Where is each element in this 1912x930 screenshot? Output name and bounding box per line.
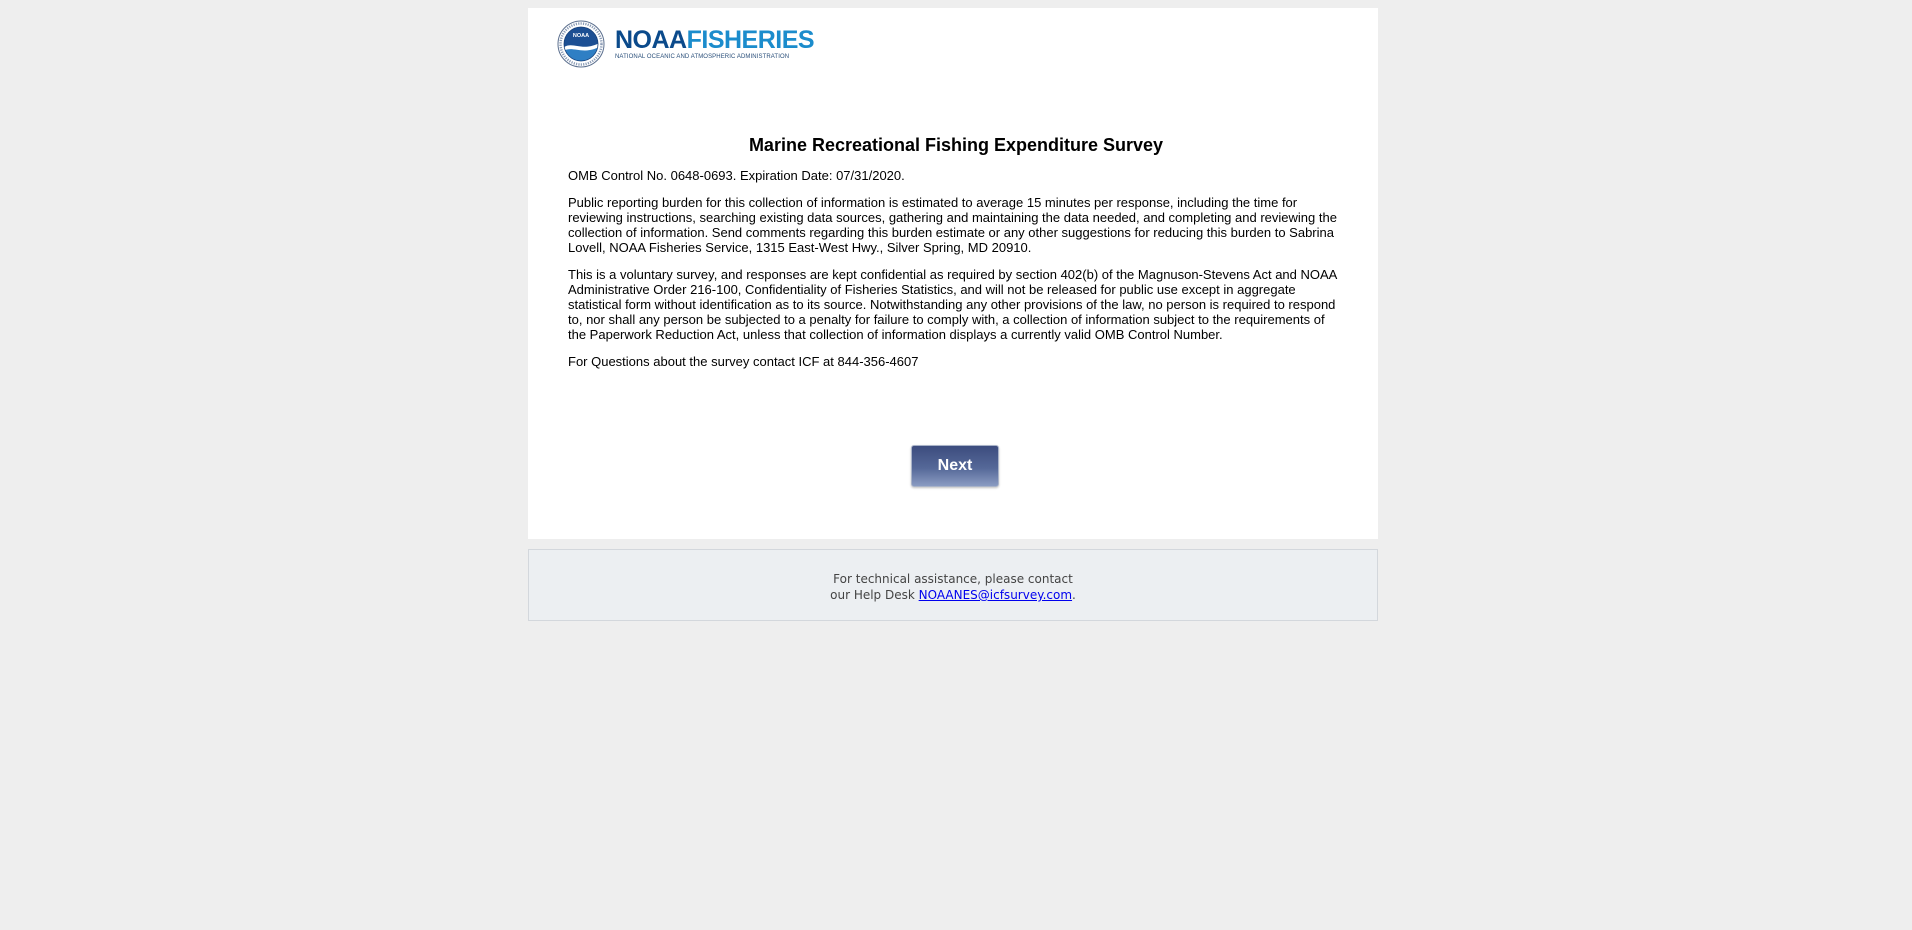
logo-fisheries-text: FISHERIES — [686, 26, 815, 54]
main-content — [528, 134, 1378, 369]
footer-helpdesk-prefix: our Help Desk — [830, 588, 919, 602]
confidentiality-paragraph: This is a voluntary survey, and responses are kept confidential as required by section 402(b) of the Magnuson-Stevens Act and NOAA Administrative Order 216-100, Confidentiality of Fisheries Statistics, and will not be released for public use except in aggregate statistical form without identification as to its source. Notwithstanding any other provisions of the law, no person is required to respond to, nor shall any person be subjected to a penalty for failure to comply with, a collection of information subject to the requirements of the Paperwork Reduction Act, unless that collection of information displays a currently valid OMB Control Number. — [568, 267, 1337, 342]
navigation-area — [528, 381, 1378, 539]
next-button[interactable]: Next — [911, 445, 999, 487]
emblem-label: NOAA — [572, 33, 590, 39]
survey-page — [528, 8, 1378, 539]
footer-helpdesk-suffix: . — [1072, 588, 1076, 602]
page-title: Marine Recreational Fishing Expenditure Survey — [748, 135, 1164, 155]
footer — [528, 549, 1378, 621]
logo-subtitle: NATIONAL OCEANIC AND ATMOSPHERIC ADMINISTRATION — [615, 54, 790, 60]
footer-assistance-text: For technical assistance, please contact — [833, 572, 1073, 586]
footer-helpdesk-line — [529, 587, 1377, 603]
noaa-fisheries-logo — [557, 20, 814, 68]
burden-paragraph: Public reporting burden for this collection of information is estimated to average 15 minutes per response, including the time for reviewing instructions, searching existing data sources, gathering and maintaining the data needed, and completing and reviewing the collection of information. Send comments regarding this burden estimate or any other suggestions for reducing this burden to Sabrina Lovell, NOAA Fisheries Service, 1315 East-West Hwy., Silver Spring, MD 20910. — [568, 195, 1337, 255]
header — [528, 8, 1378, 70]
logo-title — [615, 27, 814, 53]
helpdesk-email-link[interactable]: NOAANES@icfsurvey.com — [918, 588, 1073, 602]
questions-contact-text: For Questions about the survey contact ICF at 844-356-4607 — [568, 354, 919, 369]
logo-wordmark — [615, 27, 814, 61]
noaa-emblem-icon — [557, 20, 605, 68]
omb-control-text: OMB Control No. 0648-0693. Expiration Date: 07/31/2020. — [568, 168, 905, 183]
logo-noaa-text: NOAA — [615, 26, 687, 54]
